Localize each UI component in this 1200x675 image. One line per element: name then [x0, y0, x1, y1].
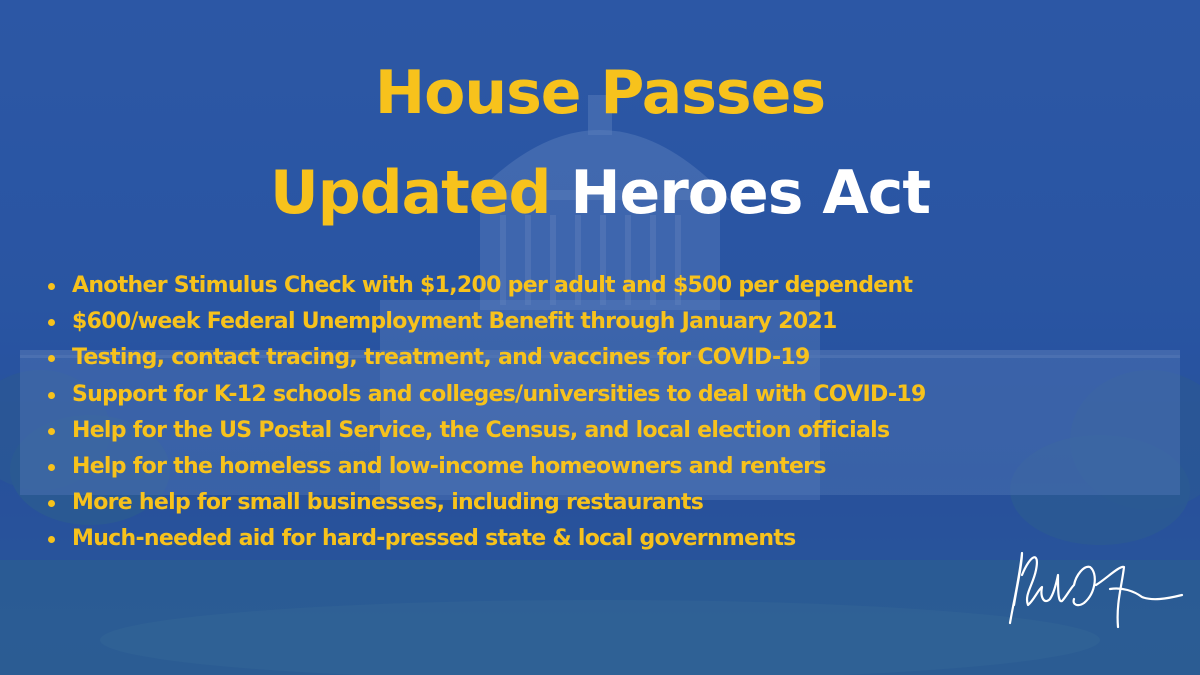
handwritten-signature: [1000, 545, 1190, 635]
bullet-text: $600/week Federal Unemployment Benefit through January 2021: [72, 309, 837, 335]
bullet-item: [44, 304, 926, 340]
bullet-dot-icon: [48, 428, 55, 435]
bullet-dot-icon: [48, 392, 55, 399]
bullet-dot-icon: [48, 464, 55, 471]
bullet-dot-icon: [48, 319, 55, 326]
bullet-text: Another Stimulus Check with $1,200 per adult and $500 per dependent: [72, 273, 913, 298]
bullet-item: [44, 377, 926, 413]
bullet-item: [44, 449, 926, 485]
bullet-dot-icon: [48, 500, 55, 507]
headline-updated: Updated: [269, 158, 551, 228]
bullet-item: [44, 521, 926, 557]
bullet-text: Support for K-12 schools and colleges/universities to deal with COVID-19: [72, 381, 926, 407]
headline-line-1: [0, 58, 1200, 128]
bullet-dot-icon: [48, 536, 55, 543]
bullet-item: [44, 413, 926, 449]
bullet-dot-icon: [48, 283, 55, 290]
bullet-text: Help for the homeless and low-income homeowners and renters: [72, 453, 826, 479]
bullet-text: Help for the US Postal Service, the Census, and local election officials: [72, 417, 890, 443]
bullet-text: More help for small businesses, including restaurants: [72, 490, 704, 516]
bullet-text: Much-needed aid for hard-pressed state & local governments: [72, 526, 796, 552]
bullet-dot-icon: [48, 355, 55, 362]
bullet-text: Testing, contact tracing, treatment, and vaccines for COVID-19: [72, 345, 810, 371]
bullet-item: [44, 340, 926, 376]
headline-text-1: House Passes: [374, 58, 826, 128]
bullet-item: [44, 268, 926, 304]
bullet-list: [44, 268, 926, 558]
headline-line-2: [0, 158, 1200, 228]
headline-heroes-act: Heroes Act: [570, 158, 931, 228]
bullet-item: [44, 485, 926, 521]
